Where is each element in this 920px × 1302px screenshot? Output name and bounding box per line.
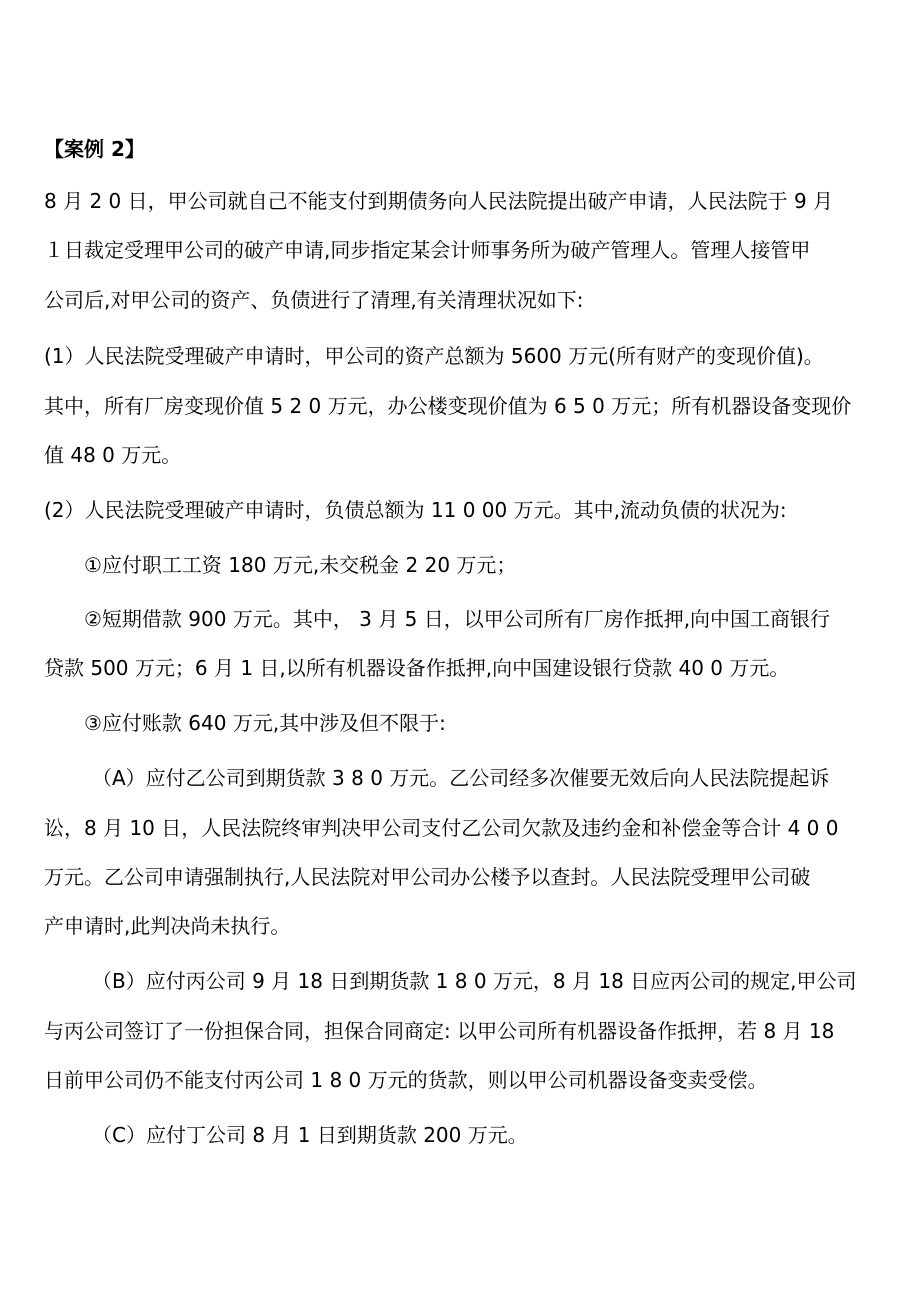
paragraph-line: 其中，所有厂房变现价值 5 2 0 万元，办公楼变现价值为 6 5 0 万元；所有机器设备变现价 <box>44 394 852 418</box>
sub-item-line: （C）应付丁公司 8 月 1 日到期货款 200 万元。 <box>92 1123 528 1147</box>
sub-item-line: （B）应付丙公司 9 月 18 日到期货款 1 8 0 万元，8 月 18 日应丙公司的规定,甲公司 <box>92 969 857 993</box>
paragraph-line: 公司后,对甲公司的资产、负债进行了清理,有关清理状况如下: <box>44 288 584 312</box>
paragraph-line: (1）人民法院受理破产申请时，甲公司的资产总额为 5600 万元(所有财产的变现价值)。 <box>44 344 824 368</box>
paragraph-line: 与丙公司签订了一份担保合同，担保合同商定: 以甲公司所有机器设备作抵押，若 8 月 18 <box>44 1019 835 1043</box>
list-item-line: ①应付职工工资 180 万元,未交税金 2 20 万元； <box>84 553 517 577</box>
list-item-line: ②短期借款 900 万元。其中， 3 月 5 日，以甲公司所有厂房作抵押,向中国工商银行 <box>84 607 831 631</box>
list-item-line: ③应付账款 640 万元,其中涉及但不限于: <box>84 711 446 735</box>
paragraph-line: 8 月 2 0 日，甲公司就自己不能支付到期债务向人民法院提出破产申请，人民法院于 9 月 <box>44 189 834 213</box>
paragraph-line: 贷款 500 万元；6 月 1 日,以所有机器设备作抵押,向中国建设银行贷款 40 0 万元。 <box>44 656 790 680</box>
paragraph-line: 产申请时,此判决尚未执行。 <box>44 914 291 938</box>
paragraph-line: 日前甲公司仍不能支付丙公司 1 8 0 万元的货款，则以甲公司机器设备变卖受偿。 <box>44 1068 768 1092</box>
paragraph-line: 万元。乙公司申请强制执行,人民法院对甲公司办公楼予以查封。人民法院受理甲公司破 <box>44 865 811 889</box>
paragraph-line: (2）人民法院受理破产申请时，负债总额为 11 0 00 万元。其中,流动负债的状况为: <box>44 498 787 522</box>
case-heading: 【案例 2】 <box>44 137 145 161</box>
sub-item-line: （A）应付乙公司到期货款 3 8 0 万元。乙公司经多次催要无效后向人民法院提起诉 <box>92 766 830 790</box>
paragraph-line: 讼，8 月 10 日，人民法院终审判决甲公司支付乙公司欠款及违约金和补偿金等合计 4 0 0 <box>44 816 839 840</box>
paragraph-line: 值 48 0 万元。 <box>44 443 182 467</box>
paragraph-line: １日裁定受理甲公司的破产申请,同步指定某会计师事务所为破产管理人。管理人接管甲 <box>44 238 811 262</box>
